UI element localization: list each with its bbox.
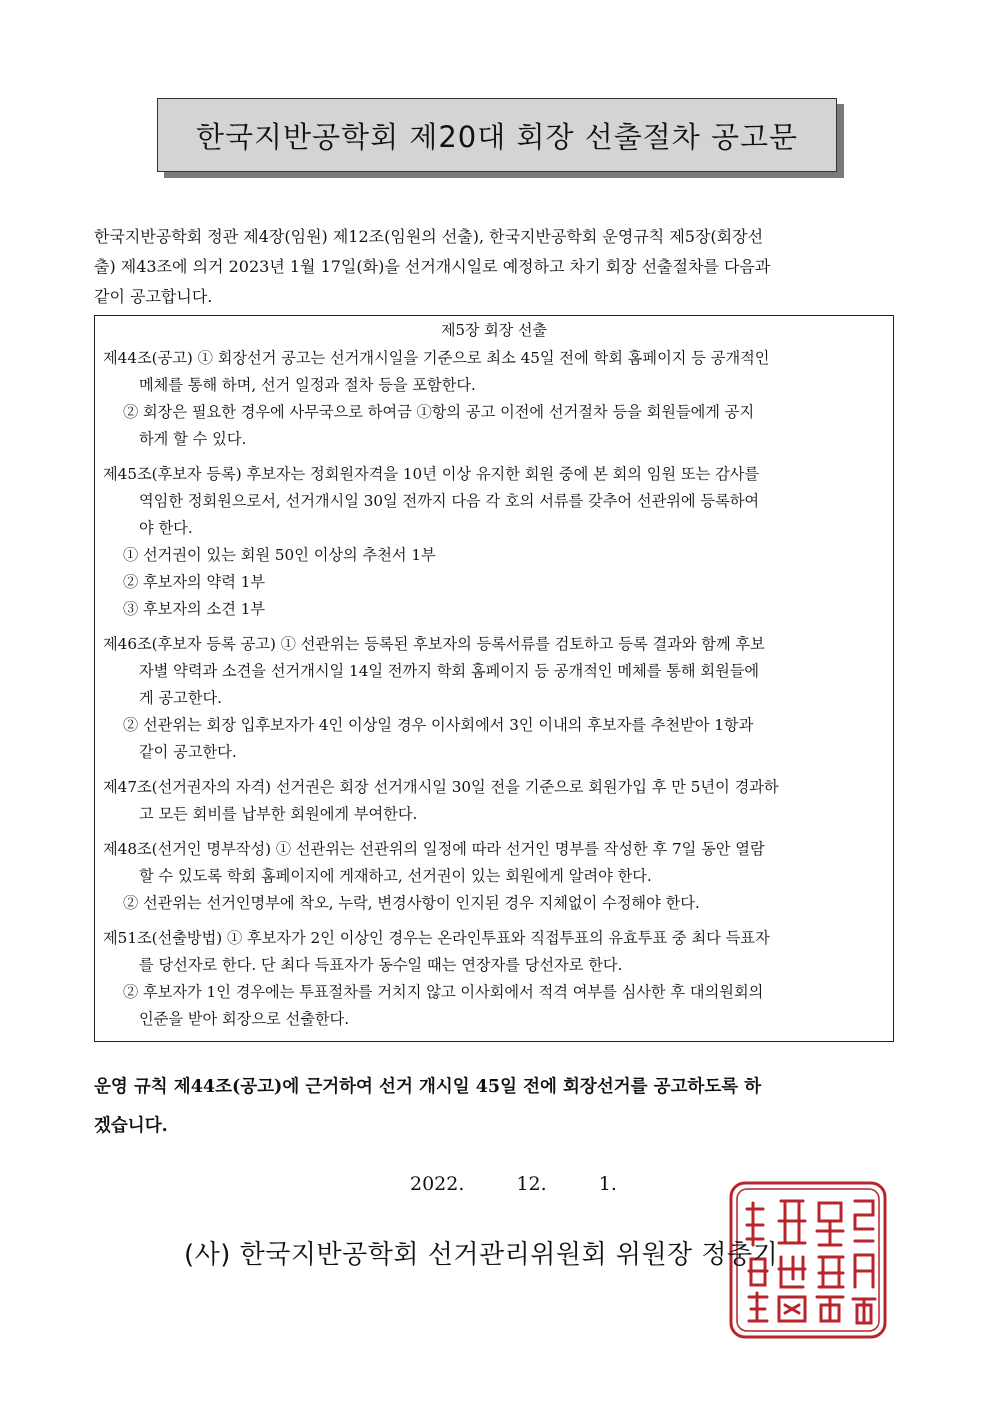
article-line: 제46조(후보자 등록 공고) ① 선관위는 등록된 후보자의 등록서류를 검토하고 등록 결과와 함께 후보 [103,635,765,653]
article-line: 를 당선자로 한다. 단 최다 득표자가 동수일 때는 연장자를 당선자로 한다. [139,956,623,974]
article-line: ② 선관위는 회장 입후보자가 4인 이상일 경우 이사회에서 3인 이내의 후보자를 추천받아 1항과 [123,716,754,734]
article-line: 메체를 통해 하며, 선거 일정과 절차 등을 포함한다. [139,376,476,394]
article-line: 할 수 있도록 학회 홈페이지에 게재하고, 선거권이 있는 회원에게 알려야 한다. [139,867,652,885]
article-line: ③ 후보자의 소견 1부 [123,600,266,618]
article-46 [95,631,893,766]
intro-paragraph [94,222,894,312]
article-51 [95,925,893,1033]
regulation-box [94,315,894,1042]
article-45 [95,461,893,623]
article-47 [95,774,893,828]
article-line: ① 선거권이 있는 회원 50인 이상의 추천서 1부 [123,546,436,564]
chapter-title: 제5장 회장 선출 [440,321,548,339]
document-title: 한국지반공학회 제20대 회장 선출절차 공고문 [157,98,837,172]
article-line: 하게 할 수 있다. [139,430,247,448]
article-line: 제48조(선거인 명부작성) ① 선관위는 선관위의 일정에 따라 선거인 명부를 작성한 후 7일 동안 열람 [103,840,765,858]
intro-line: 같이 공고합니다. [94,287,213,306]
article-line: 제51조(선출방법) ① 후보자가 2인 이상인 경우는 온라인투표와 직접투표의 유효투표 중 최다 득표자 [103,929,770,947]
article-line: ② 회장은 필요한 경우에 사무국으로 하여금 ①항의 공고 이전에 선거절차 등을 회원들에게 공지 [123,403,755,421]
article-line: ② 후보자의 약력 1부 [123,573,266,591]
article-line: 제47조(선거권자의 자격) 선거권은 회장 선거개시일 30일 전을 기준으로 회원가입 후 만 5년이 경과하 [103,778,779,796]
article-line: 고 모든 회비를 납부한 회원에게 부여한다. [139,805,418,823]
closing-line: 겠습니다. [94,1116,168,1136]
article-line: 역임한 정회원으로서, 선거개시일 30일 전까지 다음 각 호의 서류를 갖추어 선관위에 등록하여 [139,492,760,510]
article-line: ② 선관위는 선거인명부에 착오, 누락, 변경사항이 인지된 경우 지체없이 수정해야 한다. [123,894,700,912]
intro-line: 출) 제43조에 의거 2023년 1월 17일(화)을 선거개시일로 예정하고 차기 회장 선출절차를 다음과 [94,257,771,276]
intro-line: 한국지반공학회 정관 제4장(임원) 제12조(임원의 선출), 한국지반공학회 운영규칙 제5장(회장선 [94,227,764,246]
article-line: 인준을 받아 회장으로 선출한다. [139,1010,350,1028]
article-line: 게 공고한다. [139,689,223,707]
closing-paragraph [94,1068,894,1146]
article-48 [95,836,893,917]
article-line: 자별 약력과 소견을 선거개시일 14일 전까지 학회 홈페이지 등 공개적인 메체를 통해 회원들에 [139,662,760,680]
article-line: 제45조(후보자 등록) 후보자는 정회원자격을 10년 이상 유지한 회원 중에 본 회의 임원 또는 감사를 [103,465,760,483]
issue-date: 2022. 12. 1. [410,1173,617,1195]
article-line: ② 후보자가 1인 경우에는 투표절차를 거치지 않고 이사회에서 적격 여부를 심사한 후 대의원회의 [123,983,764,1001]
article-line: 야 한다. [139,519,193,537]
article-line: 제44조(공고) ① 회장선거 공고는 선거개시일을 기준으로 최소 45일 전에 학회 홈페이지 등 공개적인 [103,349,770,367]
article-44 [95,345,893,453]
signature-line: (사) 한국지반공학회 선거관리위원회 위원장 정충기 [184,1240,779,1270]
article-line: 같이 공고한다. [139,743,237,761]
closing-line: 운영 규칙 제44조(공고)에 근거하여 선거 개시일 45일 전에 회장선거를 공고하도록 하 [94,1077,762,1097]
